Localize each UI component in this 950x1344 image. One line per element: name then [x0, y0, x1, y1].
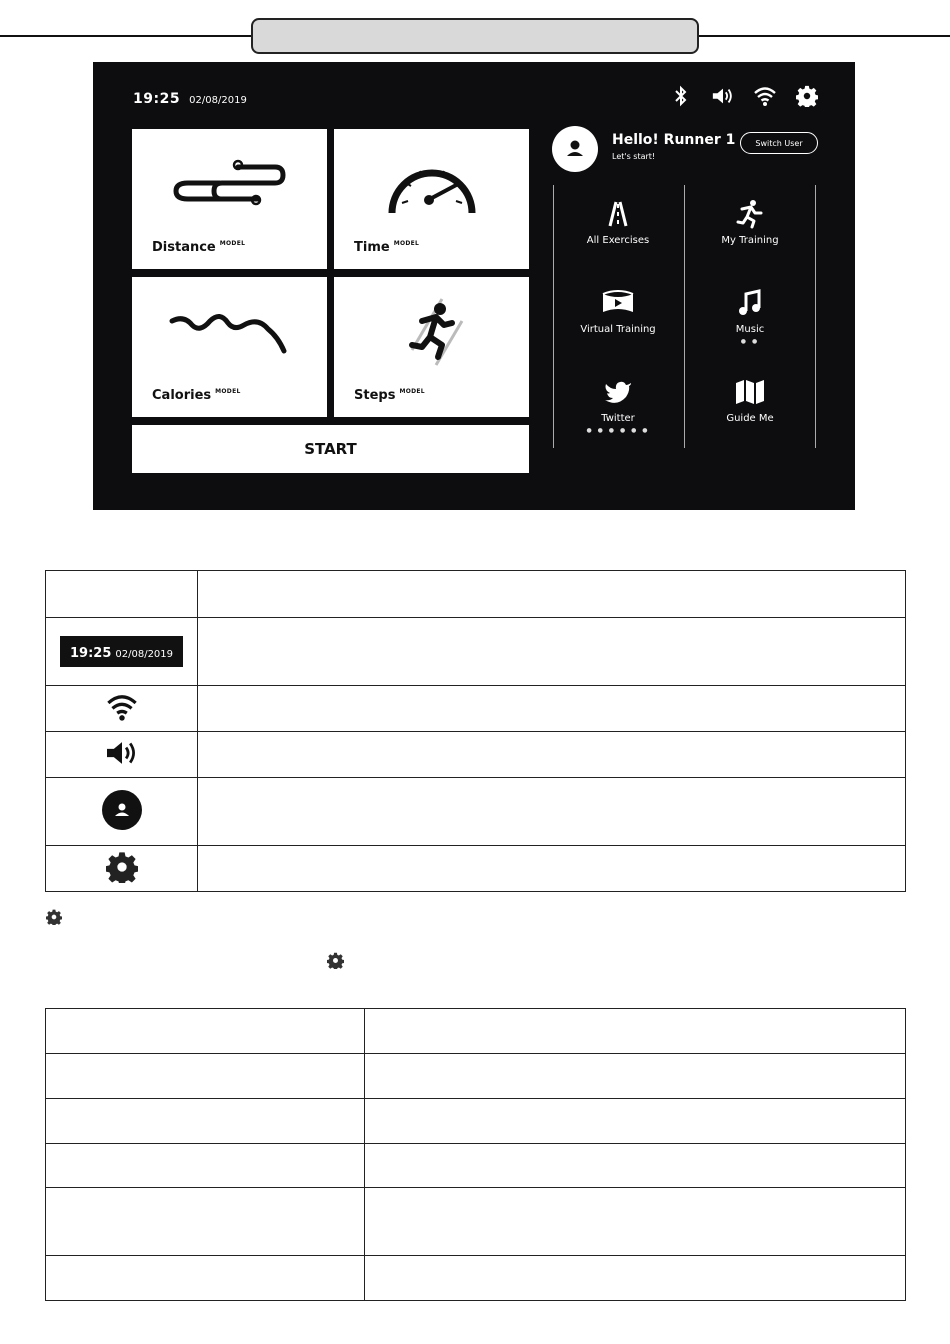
- menu-item-label: Guide Me: [726, 413, 774, 424]
- tile-calories-label: Calories $^{MODEL}$: [152, 388, 241, 403]
- settings-gear-icon: [46, 909, 62, 925]
- avatar[interactable]: [552, 126, 598, 172]
- volume-icon: [104, 738, 140, 768]
- map-icon: [734, 379, 766, 405]
- twitter-icon: [603, 379, 633, 405]
- clock-sample: 19:25 02/08/2019: [60, 636, 183, 667]
- header-title-box: [251, 18, 699, 54]
- settings-gear-icon[interactable]: [795, 84, 819, 108]
- menu-item-virtual-training[interactable]: [553, 288, 683, 335]
- settings-table: [45, 1008, 906, 1301]
- runner-icon: [734, 199, 766, 229]
- path-icon: [170, 157, 290, 217]
- settings-gear-icon: [106, 851, 138, 883]
- volume-icon[interactable]: [711, 84, 735, 108]
- wifi-icon[interactable]: [753, 84, 777, 108]
- table-row: [46, 778, 906, 846]
- greeting: Hello! Runner 1: [612, 132, 736, 148]
- start-button[interactable]: START: [132, 425, 529, 473]
- menu-item-guide-me[interactable]: [685, 377, 815, 424]
- icon-legend-table: [45, 570, 906, 892]
- clock: [133, 88, 247, 107]
- table-row: [46, 618, 906, 686]
- clock-date: 02/08/2019: [189, 95, 247, 106]
- menu-item-my-training[interactable]: [685, 199, 815, 246]
- table-row: [46, 732, 906, 778]
- table-row: [46, 846, 906, 892]
- menu-grid: [553, 185, 817, 448]
- tile-time-label: Time $^{MODEL}$: [354, 240, 420, 255]
- menu-item-label: My Training: [721, 235, 779, 246]
- video-icon: [601, 290, 635, 316]
- wifi-icon: [105, 692, 139, 722]
- page-dots: ● ●: [740, 338, 760, 345]
- settings-gear-icon: [327, 952, 344, 969]
- table-row: [46, 1144, 906, 1188]
- menu-item-label: Twitter: [601, 413, 635, 424]
- runner-icon: [392, 295, 472, 375]
- table-row: [46, 1188, 906, 1256]
- menu-item-label: Virtual Training: [580, 324, 656, 335]
- wave-icon: [168, 311, 298, 361]
- tile-steps-label: Steps $^{MODEL}$: [354, 388, 425, 403]
- tile-distance-label: Distance $^{MODEL}$: [152, 240, 246, 255]
- table-row: [46, 1099, 906, 1144]
- tile-calories[interactable]: [132, 277, 327, 417]
- menu-item-label: Music: [735, 324, 765, 335]
- bluetooth-icon[interactable]: [669, 84, 693, 108]
- device-screen: [93, 62, 855, 510]
- switch-user-button[interactable]: Switch User: [740, 132, 818, 154]
- avatar-icon: [552, 126, 598, 172]
- menu-item-twitter[interactable]: [553, 377, 683, 434]
- tile-distance[interactable]: [132, 129, 327, 269]
- road-icon: [600, 200, 636, 228]
- menu-item-music[interactable]: [685, 288, 815, 345]
- avatar-icon: [101, 789, 143, 831]
- table-row: [46, 1054, 906, 1099]
- greeting-subtitle: Let's start!: [612, 152, 656, 161]
- table-row: [46, 1256, 906, 1301]
- divider: [815, 185, 816, 448]
- speedometer-icon: [382, 153, 482, 223]
- music-note-icon: [737, 289, 763, 317]
- table-row: [46, 571, 906, 618]
- menu-item-all-exercises[interactable]: [553, 199, 683, 246]
- status-bar: [669, 84, 819, 108]
- table-row: [46, 1009, 906, 1054]
- table-row: [46, 686, 906, 732]
- menu-item-label: All Exercises: [586, 235, 650, 246]
- tile-time[interactable]: [334, 129, 529, 269]
- clock-time: 19:25: [133, 91, 181, 107]
- tile-steps[interactable]: [334, 277, 529, 417]
- page-dots: ● ● ● ● ● ●: [586, 427, 650, 434]
